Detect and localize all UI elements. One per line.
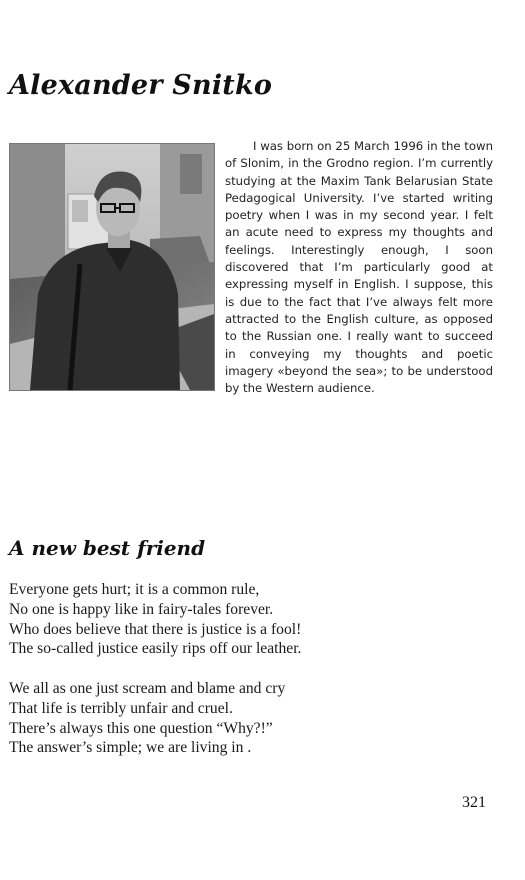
poem-stanza bbox=[9, 580, 301, 659]
poem-line: Everyone gets hurt; it is a common rule, bbox=[9, 581, 260, 598]
author-photo bbox=[9, 143, 215, 391]
poem-line: The so-called justice easily rips off our leather. bbox=[9, 640, 302, 658]
poem-line: There’s always this one question “Why?!” bbox=[9, 719, 273, 737]
poem-line: No one is happy like in fairy-tales forever. bbox=[9, 600, 274, 618]
page-number: 321 bbox=[462, 794, 486, 811]
poem-line: That life is terribly unfair and cruel. bbox=[9, 699, 233, 717]
poem-line: We all as one just scream and blame and cry bbox=[9, 680, 286, 697]
poem-line: Who does believe that there is justice is a fool! bbox=[9, 620, 302, 638]
author-bio: I was born on 25 March 1996 in the town of Slonim, in the Grodno region. I’m currently studying at the Maxim Tank Belarusian State Pedagogical University. I’ve started writing poetry when I was in my second year. I felt an acute need to express my thoughts and feelings. Interestingly enough, I soon discovered that I’m particularly good at expressing myself in English. I suppose, this is due to the fact that I’ve always felt more attracted to the English culture, as opposed to the Russian one. I really want to succeed in conveying my thoughts and poetic imagery «beyond the sea»; to be understood by the Western audience. bbox=[225, 139, 493, 396]
poem-stanza bbox=[9, 679, 285, 758]
poem-title: A new best friend bbox=[9, 536, 206, 560]
author-name: Alexander Snitko bbox=[9, 70, 273, 101]
poem-line: The answer’s simple; we are living in . bbox=[9, 739, 252, 757]
